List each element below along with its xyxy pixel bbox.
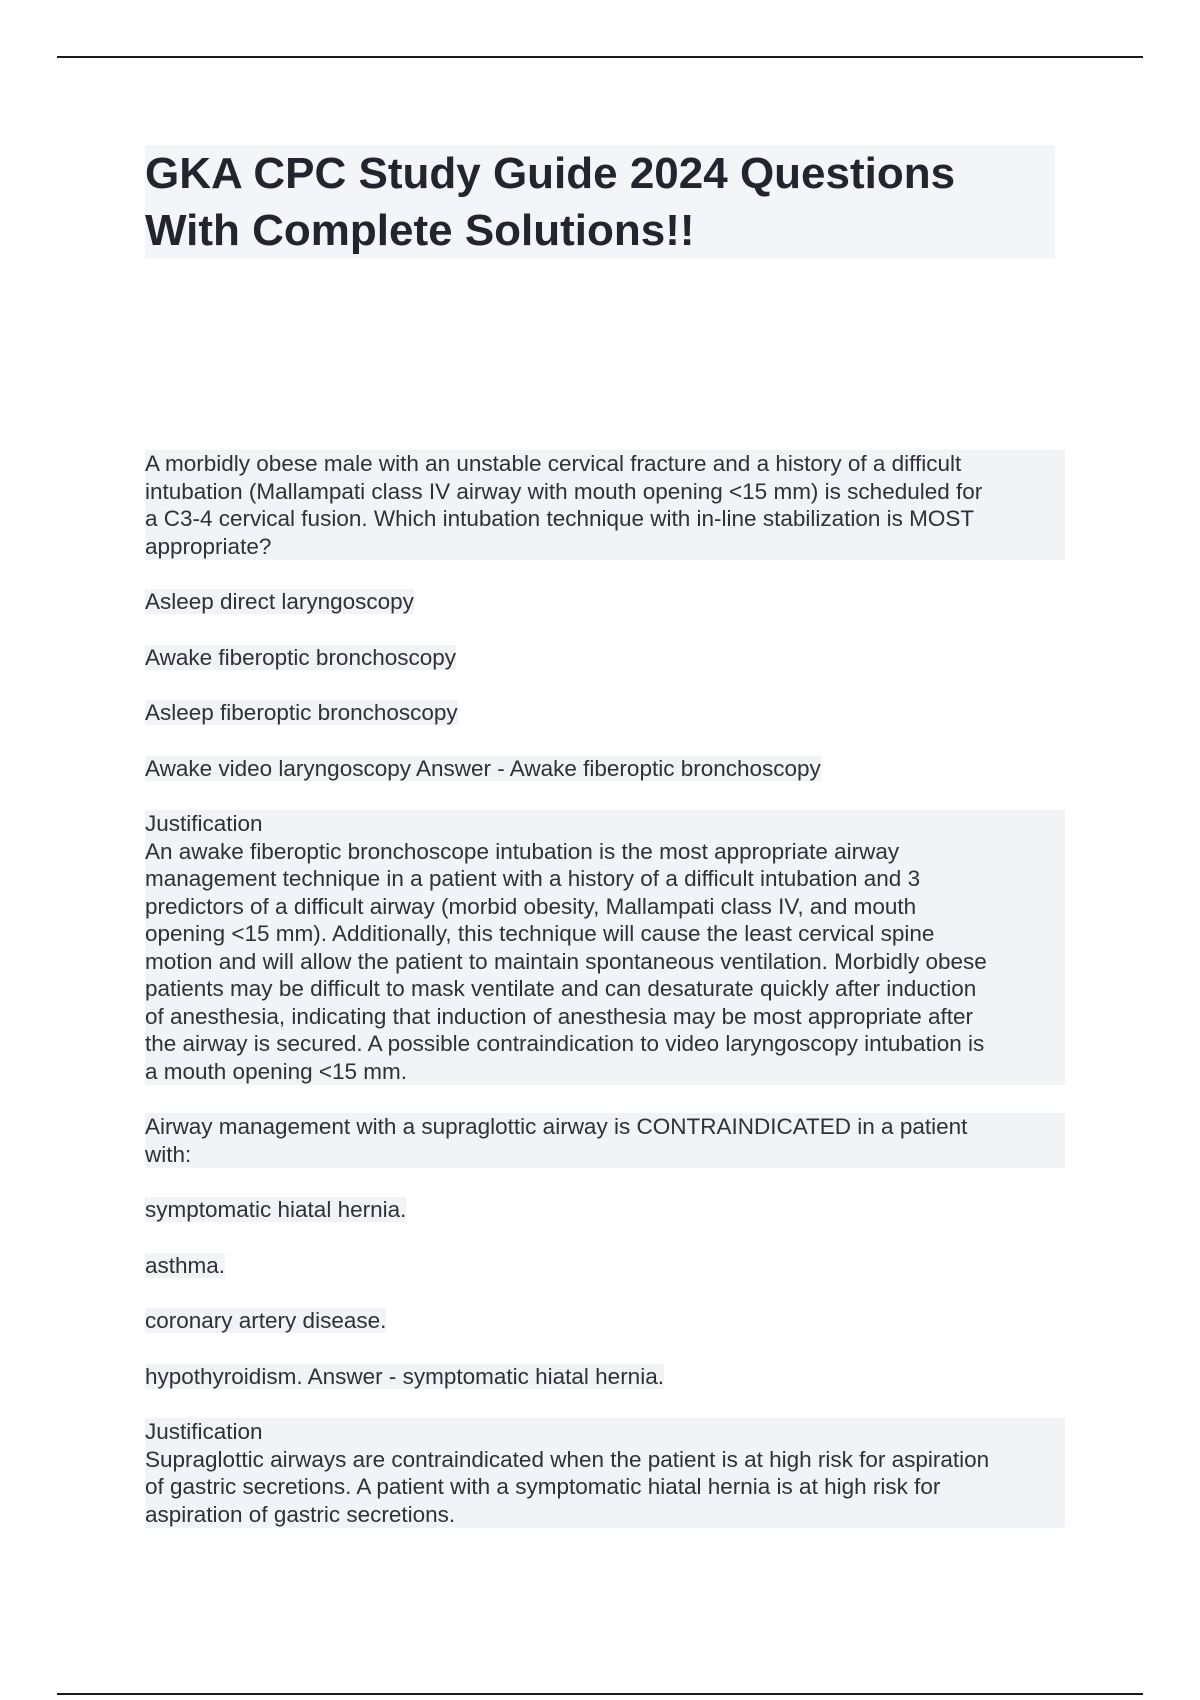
- question-1-option: [145, 588, 1065, 616]
- question-2-option-with-answer: [145, 1363, 1065, 1391]
- justification-line: An awake fiberoptic bronchoscope intubation is the most appropriate airway: [145, 838, 900, 864]
- question-2-stem: [145, 1113, 1065, 1168]
- question-1-option: [145, 699, 1065, 727]
- justification-line: of anesthesia, indicating that induction of anesthesia may be most appropriate after: [145, 1003, 974, 1029]
- option-text: symptomatic hiatal hernia.: [145, 1197, 407, 1222]
- question-2-option: [145, 1196, 1065, 1224]
- justification-line: aspiration of gastric secretions.: [145, 1501, 456, 1527]
- stem-line: intubation (Mallampati class IV airway with mouth opening <15 mm) is scheduled for: [145, 478, 983, 504]
- justification-line: of gastric secretions. A patient with a symptomatic hiatal hernia is at high risk for: [145, 1474, 941, 1499]
- footer-rule: [57, 1693, 1143, 1695]
- option-text: coronary artery disease.: [145, 1308, 387, 1333]
- justification-heading: Justification: [145, 811, 263, 836]
- question-2-justification: [145, 1418, 1065, 1528]
- question-1-justification: [145, 810, 1065, 1085]
- document-title: [145, 145, 1055, 259]
- option-text: Awake fiberoptic bronchoscopy: [145, 644, 457, 670]
- justification-line: Supraglottic airways are contraindicated when the patient is at high risk for aspiration: [145, 1446, 990, 1472]
- question-1-option-with-answer: [145, 755, 1065, 783]
- title-line: GKA CPC Study Guide 2024 Questions: [145, 149, 956, 198]
- justification-line: management technique in a patient with a history of a difficult intubation and 3: [145, 866, 921, 891]
- justification-line: the airway is secured. A possible contraindication to video laryngoscopy intubation is: [145, 1031, 985, 1056]
- stem-line: Airway management with a supraglottic airway is CONTRAINDICATED in a patient: [145, 1114, 968, 1139]
- question-2-option: [145, 1307, 1065, 1335]
- option-text: Awake video laryngoscopy Answer - Awake fiberoptic bronchoscopy: [145, 755, 821, 781]
- option-text: hypothyroidism. Answer - symptomatic hiatal hernia.: [145, 1363, 664, 1389]
- header-rule: [57, 56, 1143, 58]
- option-text: asthma.: [145, 1252, 226, 1278]
- stem-line: appropriate?: [145, 533, 272, 559]
- document-body: [145, 450, 1065, 1556]
- justification-line: predictors of a difficult airway (morbid obesity, Mallampati class IV, and mouth: [145, 893, 917, 919]
- question-1-stem: [145, 450, 1065, 560]
- option-text: Asleep direct laryngoscopy: [145, 589, 414, 614]
- justification-heading: Justification: [145, 1419, 263, 1444]
- stem-line: with:: [145, 1141, 192, 1167]
- title-line: With Complete Solutions!!: [145, 206, 695, 255]
- stem-line: A morbidly obese male with an unstable cervical fracture and a history of a difficult: [145, 451, 962, 476]
- justification-line: patients may be difficult to mask ventilate and can desaturate quickly after induction: [145, 976, 977, 1001]
- stem-line: a C3-4 cervical fusion. Which intubation technique with in-line stabilization is MOST: [145, 506, 975, 531]
- option-text: Asleep fiberoptic bronchoscopy: [145, 700, 458, 725]
- justification-line: motion and will allow the patient to maintain spontaneous ventilation. Morbidly obese: [145, 948, 987, 974]
- justification-line: opening <15 mm). Additionally, this technique will cause the least cervical spine: [145, 921, 935, 946]
- justification-line: a mouth opening <15 mm.: [145, 1058, 408, 1084]
- question-1-option: [145, 644, 1065, 672]
- question-2-option: [145, 1252, 1065, 1280]
